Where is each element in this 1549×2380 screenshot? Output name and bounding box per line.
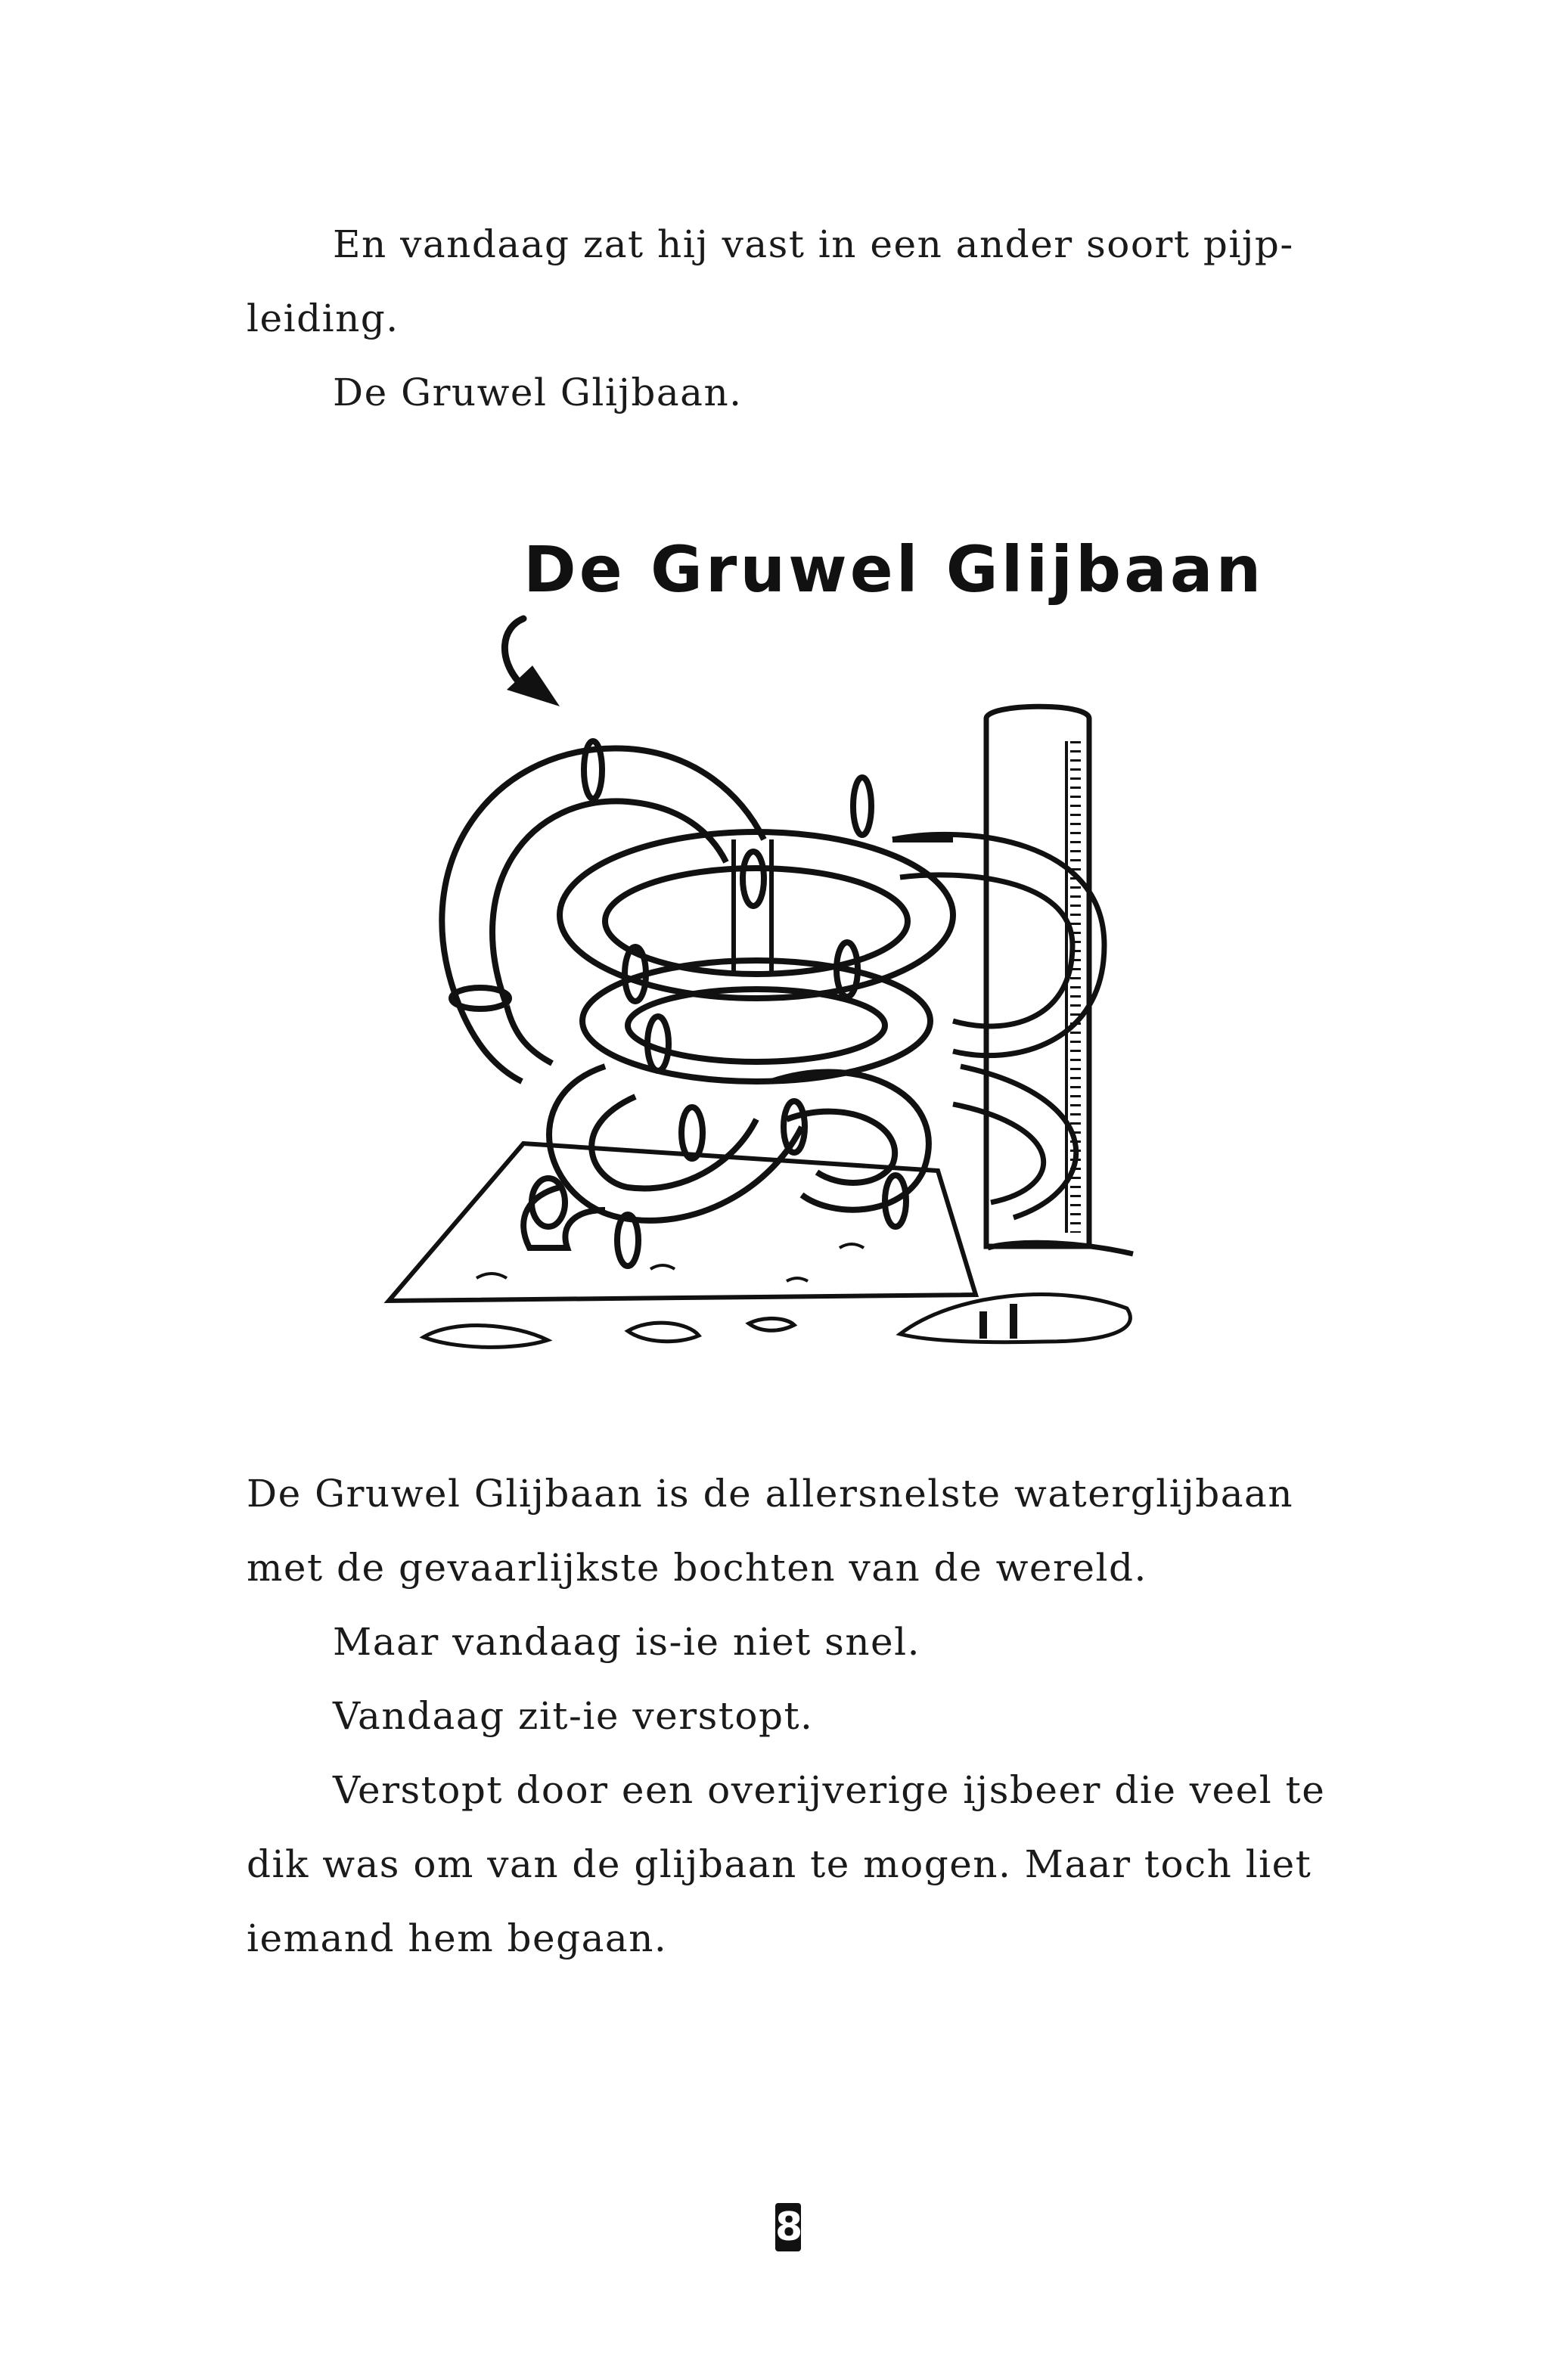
paragraph-1-line-1: En vandaag zat hij vast in een ander soort pijp-	[333, 222, 1294, 266]
paragraph-5: Vandaag zit-ie verstopt.	[333, 1694, 814, 1738]
paragraph-4: Maar vandaag is-ie niet snel.	[333, 1620, 921, 1664]
page-number: 8	[775, 2205, 803, 2250]
paragraph-3-line-2: met de gevaarlijkste bochten van de wereld.	[247, 1546, 1147, 1590]
paragraph-6-line-1: Verstopt door een overijverige ijsbeer die veel te	[333, 1768, 1326, 1812]
illustration-caption: De Gruwel Glijbaan	[523, 532, 1265, 607]
paragraph-3-line-1: De Gruwel Glijbaan is de allersnelste waterglijbaan	[247, 1472, 1294, 1516]
paragraph-6-line-2: dik was om van de glijbaan te mogen. Maar toch liet	[247, 1842, 1312, 1886]
slide-tower	[986, 706, 1133, 1254]
puddles	[424, 1295, 1130, 1348]
slide-tube-loop	[442, 741, 764, 1081]
water-slide-illustration	[378, 522, 1265, 1354]
arrow-icon	[504, 619, 560, 706]
paragraph-6-line-3: iemand hem begaan.	[247, 1916, 668, 1960]
paragraph-1-line-2: leiding.	[247, 296, 399, 340]
paragraph-2: De Gruwel Glijbaan.	[333, 371, 743, 414]
